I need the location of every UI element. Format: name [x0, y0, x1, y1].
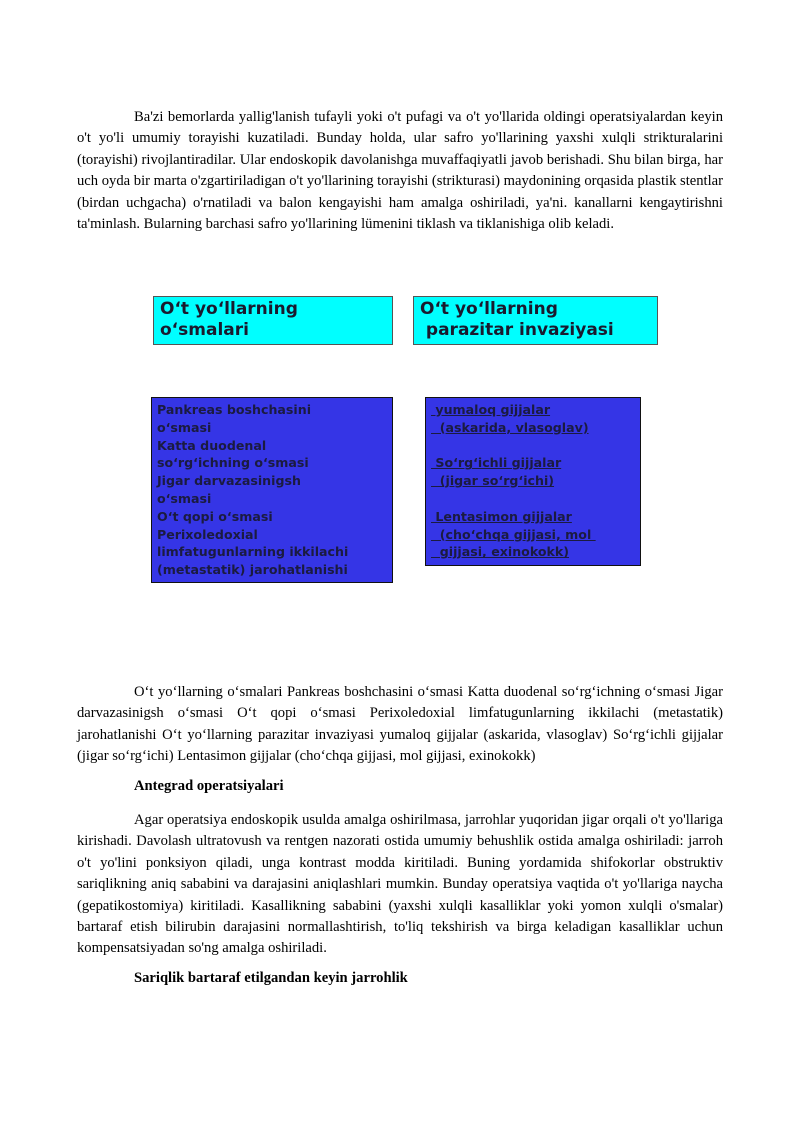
tumors-header-box — [153, 296, 393, 345]
parasite-item: (jigar so‘rg‘ichi) — [431, 473, 555, 489]
diagram-text-paragraph: O‘t yo‘llarning o‘smalari Pankreas boshchasini o‘smasi Katta duodenal so‘rg‘ichning o‘smasi Jigar darvazasinigsh o‘smasi O‘t qopi o‘smasi Perixoledoxial limfatugunlarning ikkilachi (metastatik) jarohatlanishi O‘t yo‘llarning parazitar invaziyasi yumaloq gijjalar (askarida, vlasoglav) So‘rg‘ichli gijjalar (jigar so‘rg‘ichi) Lentasimon gijjalar (cho‘chqa gijjasi, mol gijjasi, exinokokk) — [77, 684, 723, 765]
parasite-item: gijjasi, exinokokk) — [431, 544, 570, 560]
tumor-item: (metastatik) jarohatlanishi — [157, 562, 348, 578]
intro-paragraph: Ba'zi bemorlarda yallig'lanish tufayli yoki o't pufagi va o't yo'llarida oldingi operatsiyalardan keyin o't yo'li umumiy torayishi kuzatiladi. Bunday holda, ular safro yo'llarining yaxshi xulqli strikturalarini (torayishi) rivojlantiradilar. Ular endoskopik davolanishga muvaffaqiyatli javob berishadi. Shu bilan birga, har uch oyda bir marta o'zgartiriladigan o't yo'llarining torayishi (strikturasi) maydonining orqasida plastik stentlar (birdan uchgacha) o'rnatiladi va balon kengayishi ham amalga oshiriladi, ya'ni. kanallarni kengaytirishni ta'minlash. Bularning barchasi safro yo'llarining lümenini tiklash va tiklanishiga olib keladi. — [77, 109, 723, 233]
tumor-item: Jigar darvazasinigsh — [157, 473, 301, 489]
parasite-item: (cho‘chqa gijjasi, mol — [431, 526, 596, 542]
antegrade-paragraph: Agar operatsiya endoskopik usulda amalga oshirilmasa, jarrohlar yuqoridan jigar orqali o't yo'llariga kirishadi. Davolash ultratovush va rentgen nazorati ostida umumiy behushlik ostida amalga oshiriladi: jarroh o't yo'lini ponksiyon qiladi, unga kontrast modda kiritiladi. Buning yordamida shifokorlar obstruktiv sariqlikning aniq sababini va darajasini aniqlashlari mumkin. Bunday operatsiya vaqtida o't yo'llariga naycha (gepatikostomiya) kiritiladi. Kasallikning sababini (yaxshi xulqli kasalliklar yoki yomon xulqli o'smalar) bartaraf etish bilirubin darajasini normallashtirish, to'liq tekshirish va birga keladigan kasalliklar uchun kompensatsiyadan so'ng amalga oshiriladi. — [77, 812, 723, 957]
tumors-header-line-2: o‘smalari — [160, 320, 249, 340]
tumor-item: O‘t qopi o‘smasi — [157, 508, 273, 524]
tumor-item: Pankreas boshchasini — [157, 402, 312, 417]
parasite-item: Lentasimon gijjalar — [431, 508, 572, 524]
tumor-item: o‘smasi — [157, 490, 212, 506]
parasites-header-box — [413, 296, 658, 345]
parasites-list-box — [425, 397, 641, 566]
tumor-item: so‘rg‘ichning o‘smasi — [157, 455, 309, 471]
parasites-header-line-2: parazitar invaziyasi — [420, 320, 614, 340]
tumor-item: Perixoledoxial — [157, 526, 258, 542]
parasite-item: So‘rg‘ichli gijjalar — [431, 455, 562, 471]
tumor-item: Katta duodenal — [157, 437, 267, 453]
after-jaundice-heading: Sariqlik bartaraf etilgandan keyin jarrohlik — [134, 970, 408, 986]
tumor-item: limfatugunlarning ikkilachi — [157, 544, 349, 560]
antegrade-heading: Antegrad operatsiyalari — [134, 778, 284, 794]
tumors-header-line-1: O‘t yo‘llarning — [160, 299, 298, 319]
tumor-item: o‘smasi — [157, 419, 212, 435]
parasite-item: yumaloq gijjalar — [431, 402, 551, 417]
list-spacer — [431, 490, 635, 508]
parasites-header-line-1: O‘t yo‘llarning — [420, 299, 558, 319]
tumors-list-box — [151, 397, 393, 583]
list-spacer — [431, 437, 635, 455]
parasite-item: (askarida, vlasoglav) — [431, 419, 589, 435]
